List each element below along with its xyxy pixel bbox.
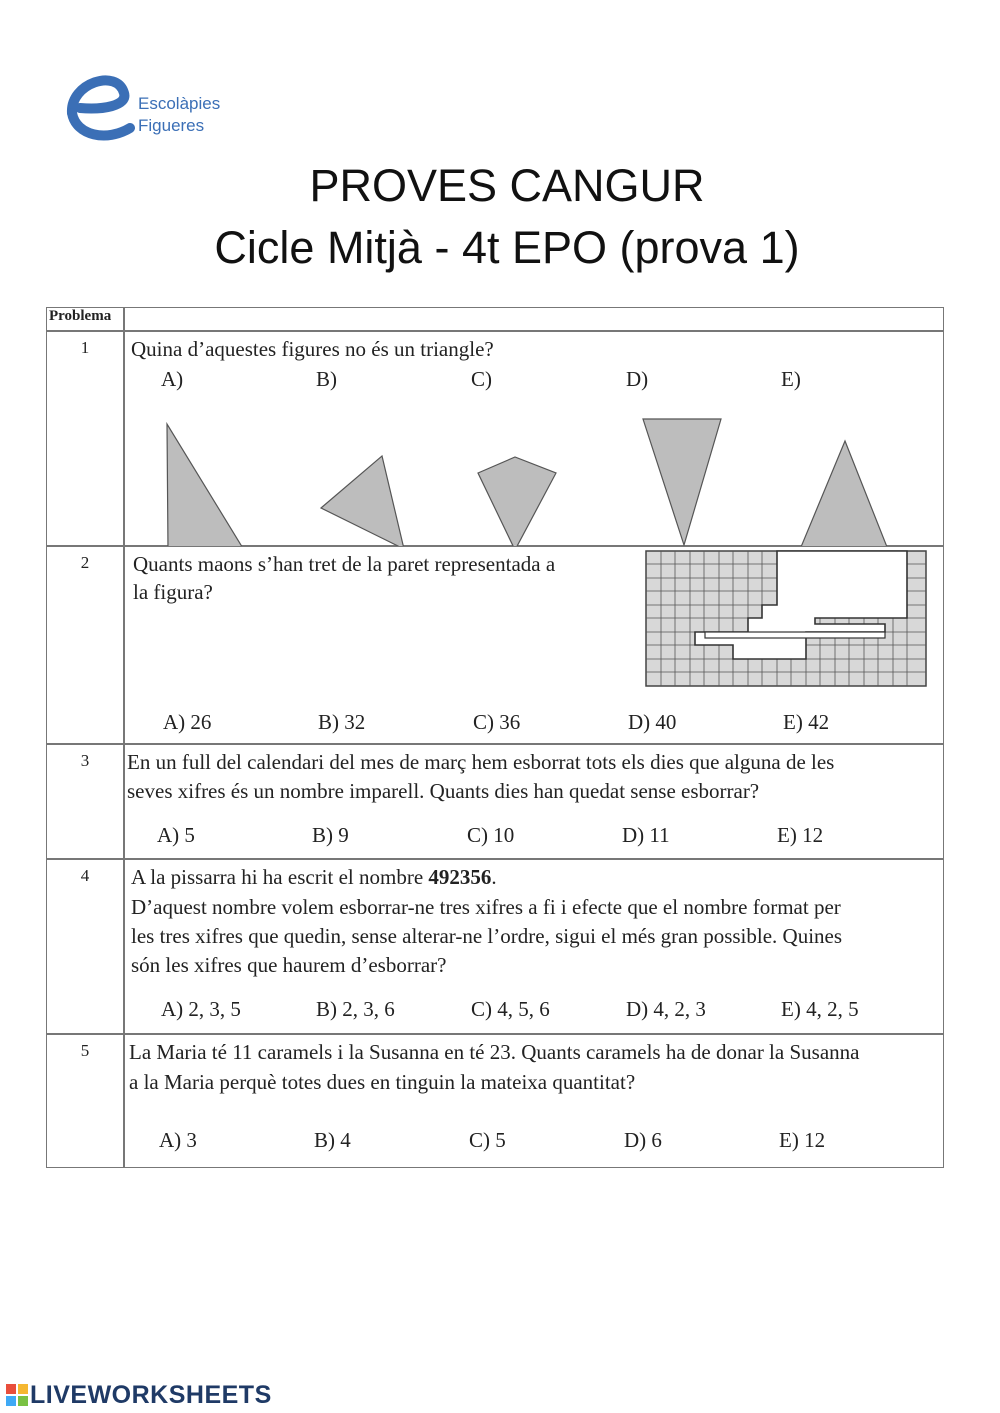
option-d[interactable]: D) [626, 367, 649, 391]
option-e[interactable]: E) 42 [783, 710, 830, 734]
liveworksheets-logo-icon [6, 1384, 28, 1406]
question-text-end: . [491, 865, 497, 889]
page-title: PROVES CANGUR [309, 160, 705, 211]
answer-options [159, 1125, 934, 1155]
problem-number: 2 [46, 546, 124, 744]
problem-number: 1 [46, 331, 124, 546]
question-line: Quants maons s’han tret de la paret representada a [133, 552, 556, 576]
problem-content [124, 331, 944, 546]
option-b[interactable]: B) 9 [312, 823, 349, 847]
option-c[interactable]: C) [471, 367, 492, 391]
question-line [131, 862, 497, 892]
option-c[interactable]: C) 5 [469, 1128, 506, 1152]
footer-brand[interactable] [6, 1381, 272, 1410]
problem-row [46, 331, 944, 546]
option-c[interactable]: C) 4, 5, 6 [471, 997, 550, 1021]
option-b[interactable]: B) 32 [318, 710, 366, 734]
problem-number: 4 [46, 859, 124, 1034]
answer-options [161, 994, 936, 1024]
question-text: Quina d’aquestes figures no és un triangle? [131, 337, 494, 361]
problem-content [124, 1034, 944, 1168]
shape-d [643, 419, 721, 545]
option-a[interactable]: A) 5 [157, 823, 195, 847]
question-line: les tres xifres que quedin, sense alterar-ne l’ordre, sigui el més gran possible. Quines [131, 924, 843, 948]
problem-content [124, 859, 944, 1034]
shape-a [167, 424, 244, 547]
problem-row [46, 1034, 944, 1168]
logo-line-2: Figueres [138, 116, 205, 135]
question-line: la figura? [133, 580, 213, 604]
question-line: La Maria té 11 caramels i la Susanna en té 23. Quants caramels ha de donar la Susanna [129, 1040, 860, 1064]
option-d[interactable]: D) 11 [622, 823, 670, 847]
option-b[interactable]: B) [316, 367, 337, 391]
shape-e [801, 441, 887, 547]
option-c[interactable]: C) 10 [467, 823, 515, 847]
option-b[interactable]: B) 2, 3, 6 [316, 997, 395, 1021]
option-a[interactable]: A) [161, 367, 184, 391]
question-line: són les xifres que haurem d’esborrar? [131, 953, 447, 977]
option-a[interactable]: A) 2, 3, 5 [161, 997, 241, 1021]
footer-brand-text: LIVEWORKSHEETS [30, 1381, 272, 1409]
problem-content [124, 744, 944, 859]
option-d[interactable]: D) 4, 2, 3 [626, 997, 706, 1021]
wall-figure [645, 550, 927, 690]
problem-number: 5 [46, 1034, 124, 1168]
shape-c [478, 457, 556, 547]
shape-b [321, 456, 404, 547]
header-blank-cell [124, 307, 944, 331]
option-b[interactable]: B) 4 [314, 1128, 351, 1152]
option-a[interactable]: A) 3 [159, 1128, 197, 1152]
option-d[interactable]: D) 40 [628, 710, 677, 734]
option-e[interactable]: E) 12 [777, 823, 824, 847]
question-line: seves xifres és un nombre imparell. Quants dies han quedat sense esborrar? [127, 779, 760, 803]
option-e[interactable]: E) 4, 2, 5 [781, 997, 859, 1021]
problem-content [124, 546, 944, 744]
problem-row [46, 546, 944, 744]
answer-options [157, 820, 932, 850]
problem-number: 3 [46, 744, 124, 859]
page-subtitle: Cicle Mitjà - 4t EPO (prova 1) [214, 222, 800, 273]
logo-text [138, 93, 220, 137]
option-d[interactable]: D) 6 [624, 1128, 662, 1152]
question-line: En un full del calendari del mes de març hem esborrat tots els dies que alguna de les [127, 750, 835, 774]
highlighted-number: 492356 [428, 865, 492, 889]
shapes-figure [125, 332, 947, 547]
option-e[interactable]: E) [781, 367, 801, 391]
option-a[interactable]: A) 26 [163, 710, 212, 734]
column-header: Problema [46, 307, 124, 331]
problem-row [46, 859, 944, 1034]
option-e[interactable]: E) 12 [779, 1128, 826, 1152]
question-line: D’aquest nombre volem esborrar-ne tres xifres a fi i efecte que el nombre format per [131, 895, 841, 919]
question-line: a la Maria perquè totes dues en tinguin la mateixa quantitat? [129, 1070, 636, 1094]
problems-table [46, 307, 944, 1168]
answer-options [163, 707, 938, 737]
problem-row [46, 744, 944, 859]
option-c[interactable]: C) 36 [473, 710, 521, 734]
question-text: A la pissarra hi ha escrit el nombre [131, 865, 429, 889]
logo-line-1: Escolàpies [138, 94, 221, 113]
